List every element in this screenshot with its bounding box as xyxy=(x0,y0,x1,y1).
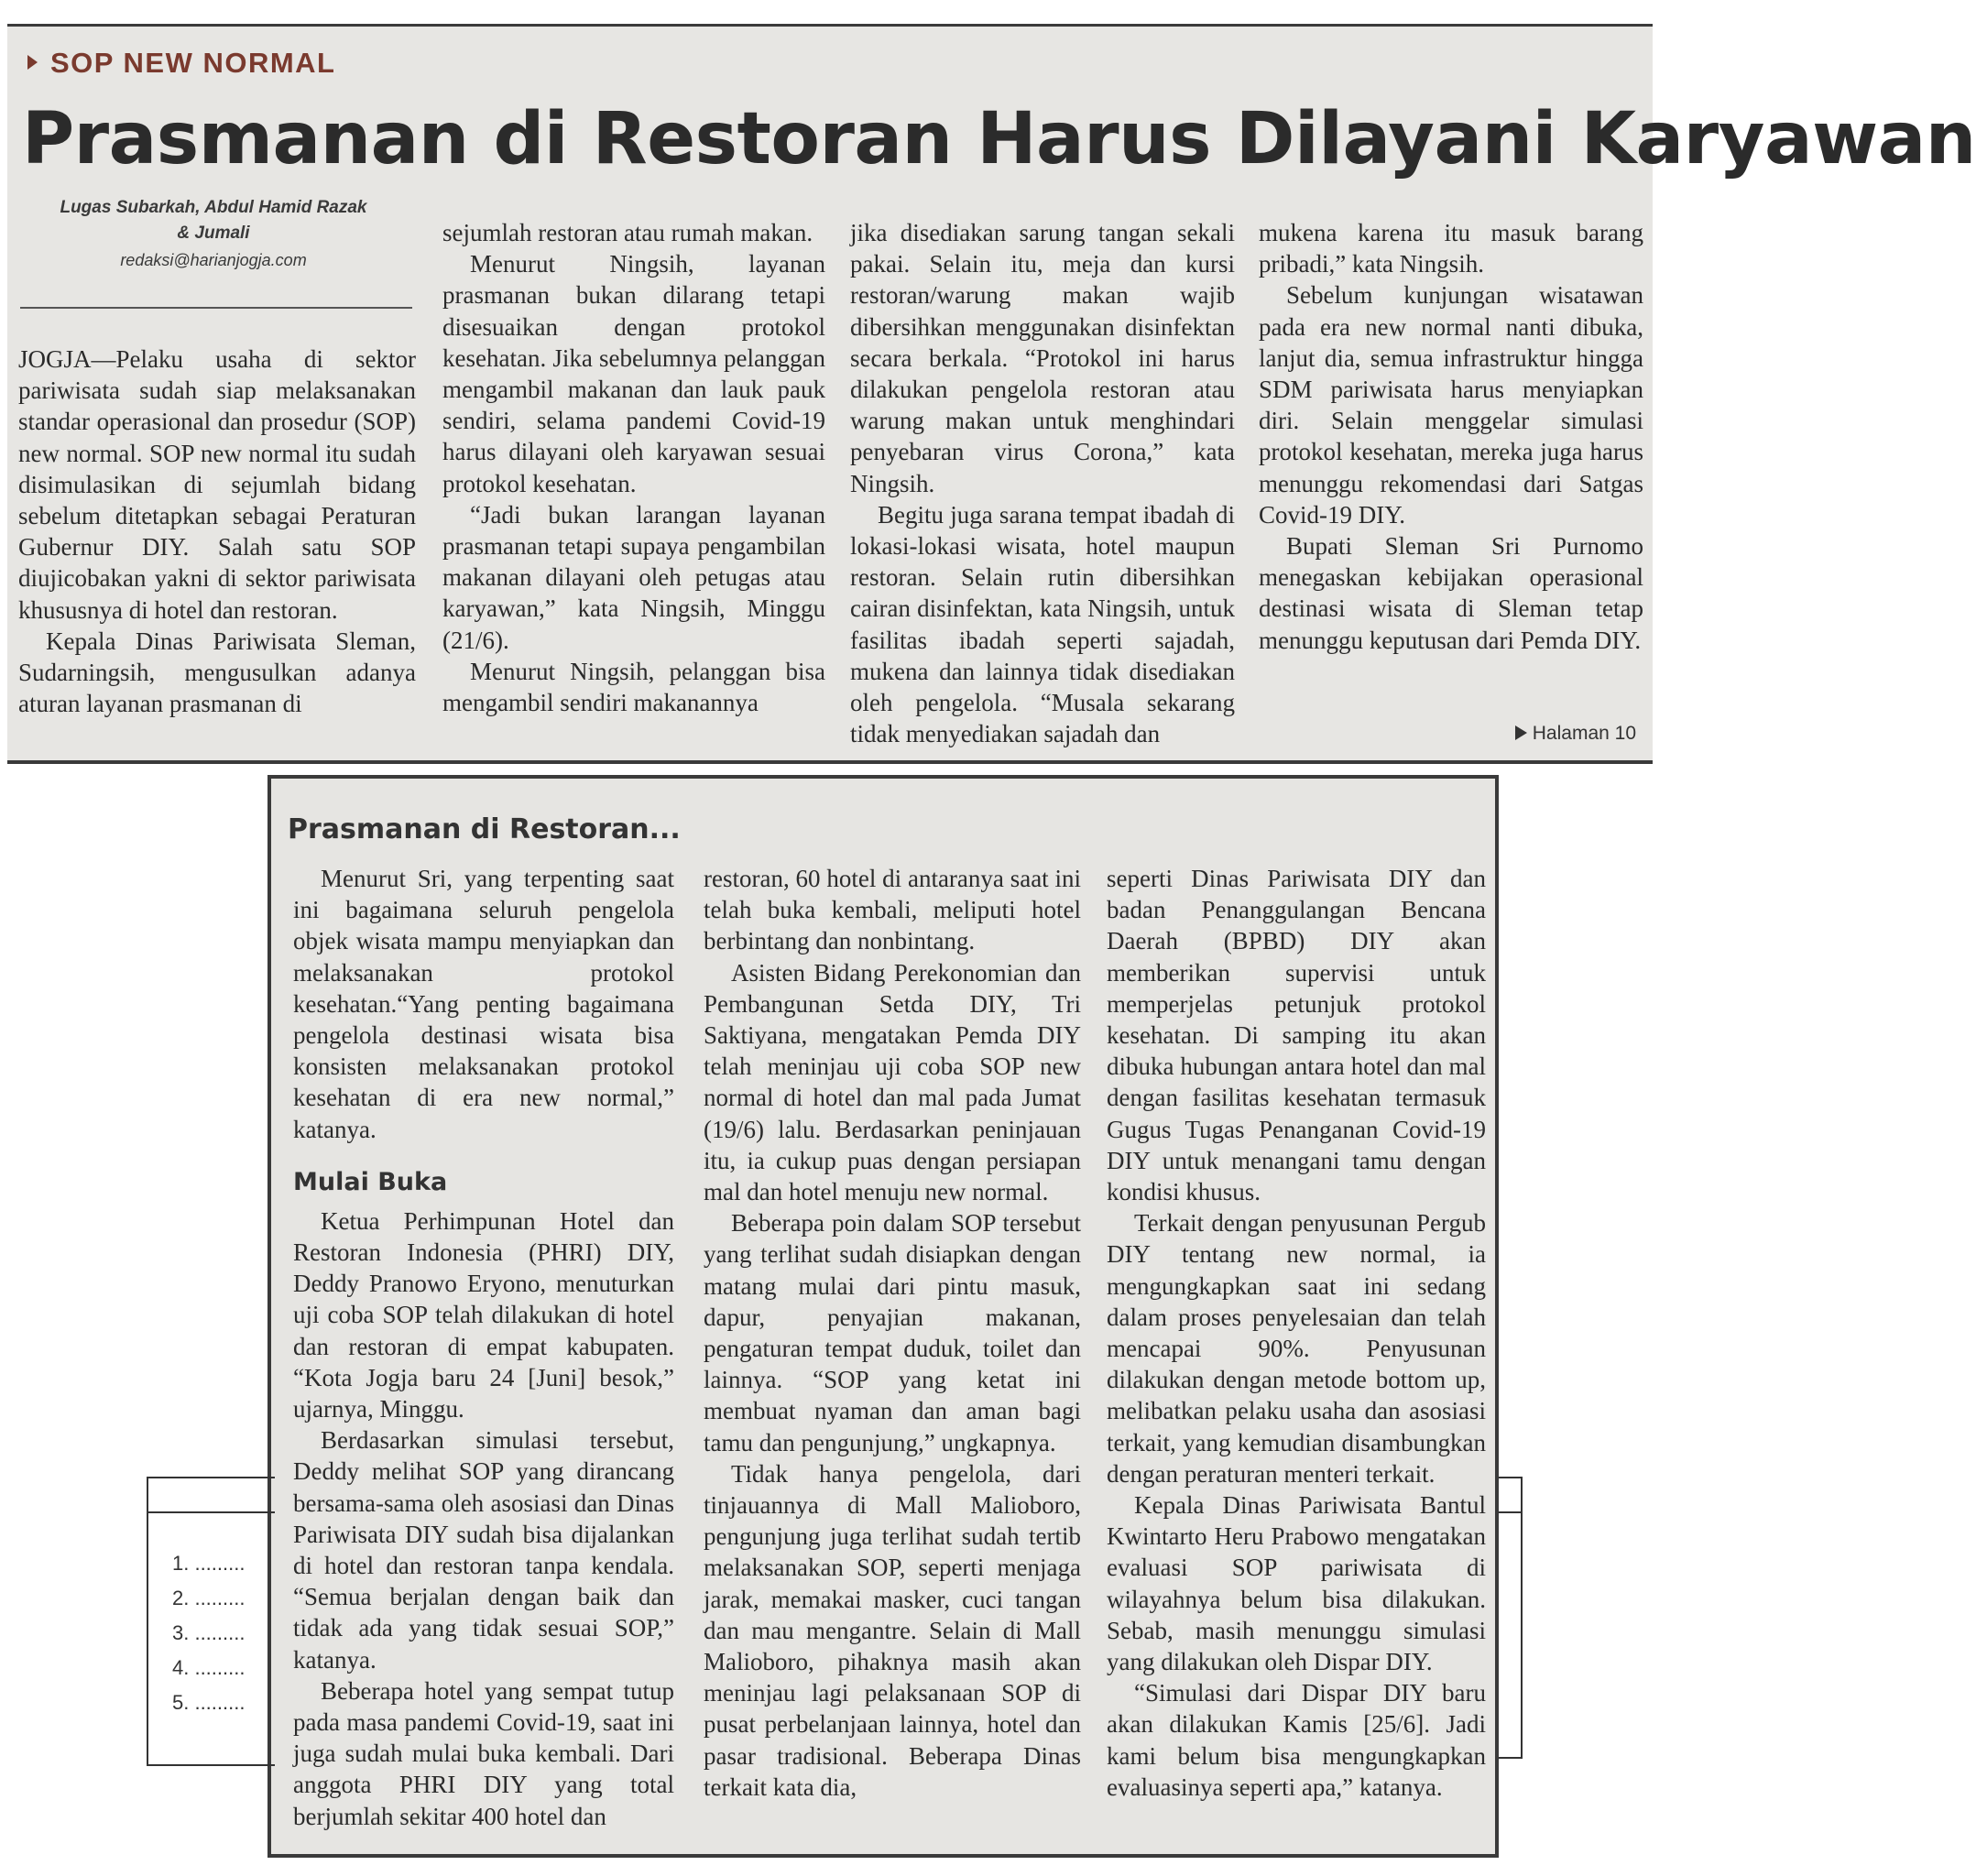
top-column-4 xyxy=(1259,217,1643,656)
continued-on xyxy=(1515,723,1636,745)
bottom-column-1 xyxy=(293,863,674,1832)
paragraph: Terkait dengan penyusunan Pergub DIY tentang new normal, ia mengungkapkan saat ini sedang dalam proses penyelesaian dan telah mencapai 90%. Penyusunan dilakukan dengan metode bottom up, melibatkan pelaku usaha dan asosiasi terkait, yang kemudian disambungkan dengan peraturan menteri terkait. xyxy=(1107,1209,1486,1488)
form-line-3: 3. ......... xyxy=(172,1621,246,1644)
byline-authors-2: & Jumali xyxy=(177,224,250,243)
paragraph: jika disediakan sarung tangan sekali pakai. Selain itu, meja dan kursi restoran/warung makan wajib dibersihkan menggunakan disinfektan secara berkala. “Protokol ini harus dilakukan pengelola restoran atau warung makan untuk menghindari penyebaran virus Corona,” kata Ningsih. xyxy=(850,219,1235,497)
paragraph: Kepala Dinas Pariwisata Bantul Kwintarto Heru Prabowo mengatakan evaluasi SOP pariwisata di wilayahnya belum bisa dilakukan. Sebab, masih menunggu simulasi yang dilakukan oleh Dispar DIY. xyxy=(1107,1491,1486,1676)
paragraph: Kepala Dinas Pariwisata Sleman, Sudarningsih, mengusulkan adanya aturan layanan prasmanan di xyxy=(18,627,416,718)
paragraph: Sebelum kunjungan wisatawan pada era new normal nanti dibuka, lanjut dia, semua infrastruktur hingga SDM pariwisata harus menyiapkan diri. Selain menggelar simulasi protokol kesehatan, mereka juga harus menunggu rekomendasi dari Satgas Covid-19 DIY. xyxy=(1259,281,1643,529)
form-line-2: 2. ......... xyxy=(172,1587,246,1609)
form-line-4: 4. ......... xyxy=(172,1656,246,1679)
subhead: Mulai Buka xyxy=(293,1167,448,1196)
bottom-column-2 xyxy=(704,863,1081,1803)
paragraph: Asisten Bidang Perekonomian dan Pembangunan Setda DIY, Tri Saktiyana, mengatakan Pemda DIY telah meninjau uji coba SOP new normal di hotel dan mal pada Jumat (19/6) lalu. Berdasarkan peninjauan itu, ia cukup puas dengan persiapan mal dan hotel menuju new normal. xyxy=(704,958,1081,1206)
top-column-2 xyxy=(442,217,825,718)
top-clipping xyxy=(7,24,1976,764)
paragraph: Beberapa poin dalam SOP tersebut yang terlihat sudah disiapkan dengan matang mulai dari pintu masuk, dapur, penyajian makanan, pengaturan tempat duduk, toilet dan lainnya. “SOP yang ketat ini membuat nyaman dan aman bagi tamu dan pengunjung,” ungkapnya. xyxy=(704,1209,1081,1456)
kicker-label: SOP NEW NORMAL xyxy=(50,47,336,79)
margin-form-right-bracket xyxy=(1499,1477,1523,1759)
paragraph: “Simulasi dari Dispar DIY baru akan dilakukan Kamis [25/6]. Jadi kami belum bisa mengungkapkan evaluasinya seperti apa,” katanya. xyxy=(1107,1679,1486,1801)
paragraph: Bupati Sleman Sri Purnomo menegaskan kebijakan operasional destinasi wisata di Sleman tetap menunggu keputusan dari Pemda DIY. xyxy=(1259,532,1643,654)
headline: Prasmanan di Restoran Harus Dilayani Karyawan xyxy=(22,98,1976,180)
paragraph: JOGJA—Pelaku usaha di sektor pariwisata sudah siap melaksanakan standar operasional dan prosedur (SOP) new normal. SOP new normal itu sudah disimulasikan di sejumlah bidang sebelum ditetapkan sebagai Peraturan Gubernur DIY. Salah satu SOP diujicobakan yakni di sektor pariwisata khususnya di hotel dan restoran. xyxy=(18,345,416,624)
margin-form-box xyxy=(147,1477,275,1766)
continued-label: Halaman 10 xyxy=(1532,723,1636,744)
byline-email: redaksi@harianjogja.com xyxy=(120,251,307,269)
section-kicker xyxy=(27,47,336,80)
paragraph: Berdasarkan simulasi tersebut, Deddy melihat SOP yang dirancang bersama-sama oleh asosiasi dan Dinas Pariwisata DIY sudah bisa dijalankan di hotel dan restoran tanpa kendala. “Semua berjalan dengan baik dan tidak ada yang tidak sesuai SOP,” katanya. xyxy=(293,1426,674,1674)
bottom-column-3 xyxy=(1107,863,1486,1803)
kicker-arrow-icon xyxy=(27,55,38,70)
paragraph: mukena karena itu masuk barang pribadi,” kata Ningsih. xyxy=(1259,219,1643,278)
byline xyxy=(16,195,410,274)
byline-authors-1: Lugas Subarkah, Abdul Hamid Razak xyxy=(60,198,367,217)
paragraph: “Jadi bukan larangan layanan prasmanan tetapi supaya pengambilan makanan dilayani oleh petugas atau karyawan,” kata Ningsih, Minggu (21/6). xyxy=(442,500,825,654)
paragraph: Menurut Ningsih, layanan prasmanan bukan dilarang tetapi disesuaikan dengan protokol kesehatan. Jika sebelumnya pelanggan mengambil makanan dan lauk pauk sendiri, selama pandemi Covid-19 harus dilayani oleh karyawan sesuai protokol kesehatan. xyxy=(442,250,825,497)
paragraph: Menurut Ningsih, pelanggan bisa mengambil sendiri makanannya xyxy=(442,657,825,717)
bottom-clipping xyxy=(267,775,1499,1858)
form-line-1: 1. ......... xyxy=(172,1552,246,1575)
paragraph: Menurut Sri, yang terpenting saat ini bagaimana seluruh pengelola objek wisata mampu menyiapkan dan melaksanakan protokol kesehatan.“Yang penting bagaimana pengelola destinasi wisata bisa konsisten melaksanakan protokol kesehatan di era new normal,” katanya. xyxy=(293,865,674,1143)
byline-divider xyxy=(20,307,412,309)
paragraph: Begitu juga sarana tempat ibadah di lokasi-lokasi wisata, hotel maupun restoran. Selain rutin dibersihkan cairan disinfektan, kata Ningsih, untuk fasilitas ibadah seperti sajadah, mukena dan lainnya tidak disediakan oleh pengelola. “Musala sekarang tidak menyediakan sajadah dan xyxy=(850,500,1235,748)
paragraph: Tidak hanya pengelola, dari tinjauannya di Mall Malioboro, pengunjung juga terlihat sudah tertib melaksanakan SOP, seperti menjaga jarak, memakai masker, cuci tangan dan mau mengantre. Selain di Mall Malioboro, pihaknya masih akan meninjau lagi pelaksanaan SOP di pusat perbelanjaan lainnya, hotel dan pasar tradisional. Beberapa Dinas terkait kata dia, xyxy=(704,1459,1081,1801)
paragraph: Beberapa hotel yang sempat tutup pada masa pandemi Covid-19, saat ini juga sudah mulai buka kembali. Dari anggota PHRI DIY yang total berjumlah sekitar 400 hotel dan xyxy=(293,1676,674,1830)
paragraph: seperti Dinas Pariwisata DIY dan badan Penanggulangan Bencana Daerah (BPBD) DIY akan memberikan supervisi untuk memperjelas petunjuk protokol kesehatan. Di samping itu akan dibuka hubungan antara hotel dan mal dengan fasilitas kesehatan termasuk Gugus Tugas Penanganan Covid-19 DIY untuk menangani tamu dengan kondisi khusus. xyxy=(1107,865,1486,1206)
continue-arrow-icon xyxy=(1515,725,1527,740)
paragraph: Ketua Perhimpunan Hotel dan Restoran Indonesia (PHRI) DIY, Deddy Pranowo Eryono, menuturkan uji coba SOP telah dilakukan di hotel dan restoran di empat kabupaten. “Kota Jogja baru 24 [Juni] besok,” ujarnya, Minggu. xyxy=(293,1206,674,1423)
form-right-rule xyxy=(1499,1511,1521,1513)
paragraph: sejumlah restoran atau rumah makan. xyxy=(442,219,813,246)
top-column-1 xyxy=(18,344,416,719)
top-column-3 xyxy=(850,217,1235,749)
paragraph: restoran, 60 hotel di antaranya saat ini telah buka kembali, meliputi hotel berbintang dan nonbintang. xyxy=(704,865,1081,955)
continuation-title: Prasmanan di Restoran... xyxy=(288,813,681,845)
form-line-5: 5. ......... xyxy=(172,1691,246,1714)
form-header-rule xyxy=(148,1511,275,1513)
